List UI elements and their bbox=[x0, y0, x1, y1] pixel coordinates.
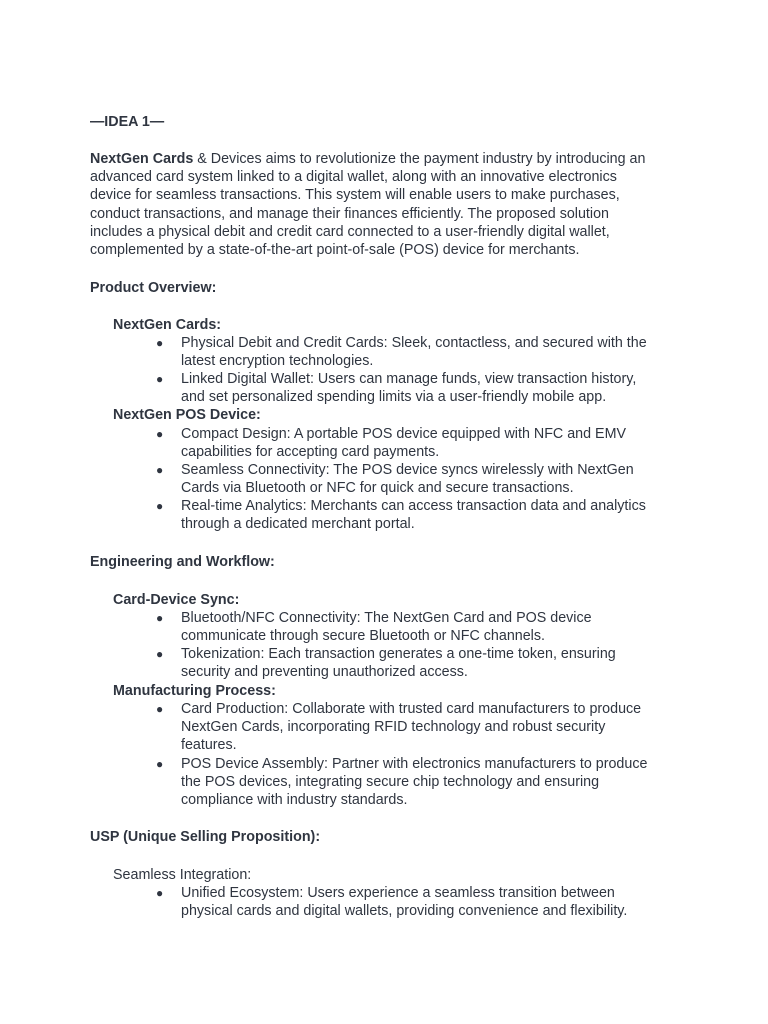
list-item-line: POS Device Assembly: Partner with electronics manufacturers to produce bbox=[181, 756, 648, 772]
list-item-line: Physical Debit and Credit Cards: Sleek, contactless, and secured with the bbox=[181, 335, 647, 351]
intro-line: device for seamless transactions. This system will enable users to make purchases, bbox=[90, 187, 620, 204]
list-item-line: Real-time Analytics: Merchants can access transaction data and analytics bbox=[181, 498, 646, 514]
section-heading-engineering: Engineering and Workflow: bbox=[90, 554, 275, 570]
list-item-line: capabilities for accepting card payments. bbox=[181, 444, 440, 461]
bullet-icon: ● bbox=[156, 499, 164, 513]
intro-paragraph bbox=[90, 150, 690, 259]
list-item-line: communicate through secure Bluetooth or NFC channels. bbox=[181, 628, 545, 645]
list-item-line: security and preventing unauthorized access. bbox=[181, 664, 468, 681]
subheading-nextgen-cards: NextGen Cards: bbox=[113, 317, 222, 333]
bullet-icon: ● bbox=[156, 463, 164, 477]
section-heading-usp: USP (Unique Selling Proposition): bbox=[90, 829, 321, 845]
list-item-line: the POS devices, integrating secure chip technology and ensuring bbox=[181, 774, 600, 791]
bullet-icon: ● bbox=[156, 611, 164, 625]
list-item-line: Bluetooth/NFC Connectivity: The NextGen Card and POS device bbox=[181, 610, 592, 626]
list-item-line: latest encryption technologies. bbox=[181, 353, 374, 370]
intro-line: includes a physical debit and credit card connected to a user-friendly digital wallet, bbox=[90, 223, 610, 240]
list-item-line: Compact Design: A portable POS device equipped with NFC and EMV bbox=[181, 426, 627, 442]
subheading-card-device-sync: Card-Device Sync: bbox=[113, 592, 240, 608]
subheading-nextgen-pos-device: NextGen POS Device: bbox=[113, 407, 261, 423]
bullet-icon: ● bbox=[156, 702, 164, 716]
list-item-line: Cards via Bluetooth or NFC for quick and secure transactions. bbox=[181, 480, 574, 497]
bullet-icon: ● bbox=[156, 757, 164, 771]
list-item-line: Linked Digital Wallet: Users can manage funds, view transaction history, bbox=[181, 371, 637, 387]
list-item-line: physical cards and digital wallets, providing convenience and flexibility. bbox=[181, 903, 628, 920]
subheading-seamless-integration: Seamless Integration: bbox=[113, 867, 252, 883]
list-item-line: Unified Ecosystem: Users experience a seamless transition between bbox=[181, 885, 615, 901]
section-heading-product-overview: Product Overview: bbox=[90, 280, 217, 296]
list-item-line: Card Production: Collaborate with trusted card manufacturers to produce bbox=[181, 701, 642, 717]
bullet-icon: ● bbox=[156, 427, 164, 441]
intro-line: advanced card system linked to a digital wallet, along with an innovative electronics bbox=[90, 169, 617, 186]
subheading-manufacturing-process: Manufacturing Process: bbox=[113, 683, 276, 699]
brand-name: NextGen Cards bbox=[90, 151, 194, 167]
list-item-line: NextGen Cards, incorporating RFID technology and robust security bbox=[181, 719, 606, 736]
intro-line: & Devices aims to revolutionize the payment industry by introducing an bbox=[193, 151, 646, 167]
list-item-line: compliance with industry standards. bbox=[181, 792, 408, 809]
bullet-icon: ● bbox=[156, 336, 164, 350]
list-item-line: and set personalized spending limits via a user-friendly mobile app. bbox=[181, 389, 607, 406]
bullet-icon: ● bbox=[156, 372, 164, 386]
intro-line: complemented by a state-of-the-art point-of-sale (POS) device for merchants. bbox=[90, 242, 580, 259]
list-item-line: Tokenization: Each transaction generates a one-time token, ensuring bbox=[181, 646, 616, 662]
list-item-line: features. bbox=[181, 737, 237, 754]
idea-heading: —IDEA 1— bbox=[90, 114, 165, 130]
intro-line: conduct transactions, and manage their finances efficiently. The proposed solution bbox=[90, 205, 609, 222]
list-item-line: Seamless Connectivity: The POS device syncs wirelessly with NextGen bbox=[181, 462, 634, 478]
bullet-icon: ● bbox=[156, 647, 164, 661]
bullet-icon: ● bbox=[156, 886, 164, 900]
list-item-line: through a dedicated merchant portal. bbox=[181, 516, 415, 533]
